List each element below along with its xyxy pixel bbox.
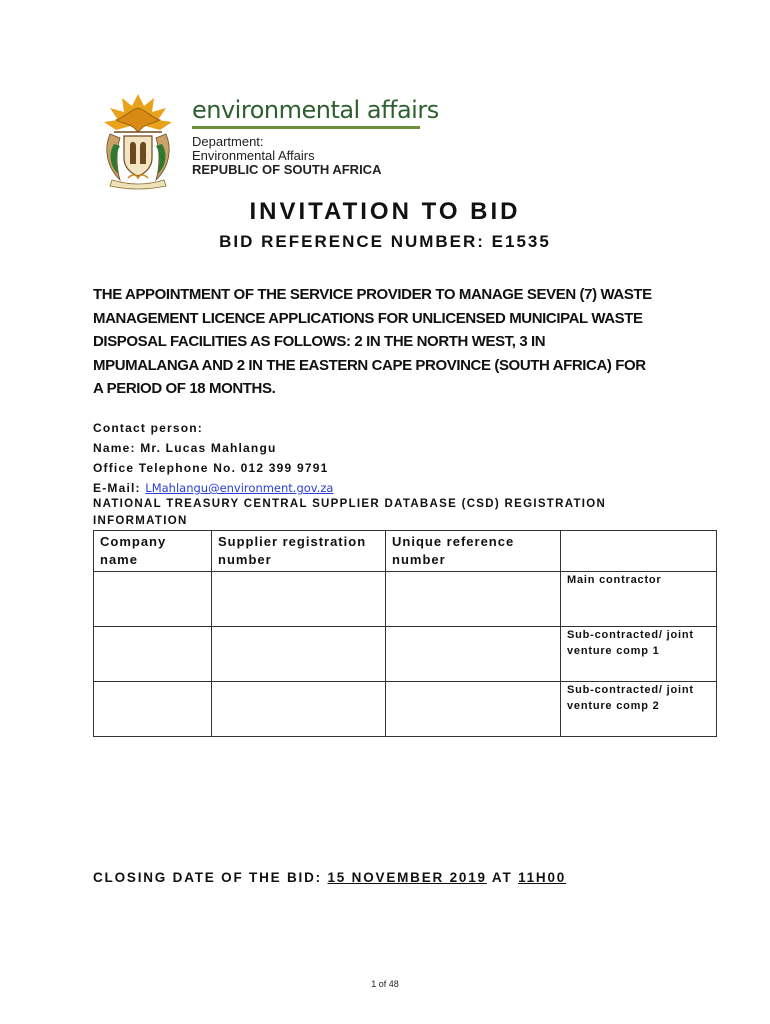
contact-name: Name: Mr. Lucas Mahlangu xyxy=(93,441,277,455)
table-row xyxy=(94,572,717,627)
closing-date-value: 15 NOVEMBER 2019 xyxy=(327,870,487,885)
table-cell[interactable] xyxy=(94,572,212,627)
description-line: THE APPOINTMENT OF THE SERVICE PROVIDER TO MANAGE SEVEN (7) WASTE xyxy=(93,286,652,303)
department-label: Department: xyxy=(192,134,264,149)
row-label: Sub-contracted/ joint venture comp 1 xyxy=(561,627,717,682)
column-header-role xyxy=(561,531,717,572)
table-cell[interactable] xyxy=(386,572,561,627)
table-row xyxy=(94,627,717,682)
table-cell[interactable] xyxy=(94,627,212,682)
table-cell[interactable] xyxy=(94,682,212,737)
table-row xyxy=(94,682,717,737)
bid-reference-number: BID REFERENCE NUMBER: E1535 xyxy=(219,232,551,251)
column-header-company-name: Company name xyxy=(94,531,212,572)
brand-block xyxy=(192,96,439,177)
brand-name: environmental affairs xyxy=(192,96,439,124)
row-label: Main contractor xyxy=(561,572,717,627)
table-cell[interactable] xyxy=(386,682,561,737)
column-header-unique-reference: Unique reference number xyxy=(386,531,561,572)
closing-date xyxy=(93,870,566,885)
contact-phone: Office Telephone No. 012 399 9791 xyxy=(93,461,329,475)
table-cell[interactable] xyxy=(212,572,386,627)
description-line: DISPOSAL FACILITIES AS FOLLOWS: 2 IN THE NORTH WEST, 3 IN xyxy=(93,333,546,350)
csd-registration-table xyxy=(93,530,717,737)
contact-email-row xyxy=(93,478,333,498)
department-logo xyxy=(94,88,439,190)
column-header-supplier-registration: Supplier registration number xyxy=(212,531,386,572)
coat-of-arms-icon xyxy=(94,88,182,190)
brand-divider xyxy=(192,126,420,129)
description-line: MANAGEMENT LICENCE APPLICATIONS FOR UNLICENSED MUNICIPAL WASTE xyxy=(93,309,643,327)
closing-time-value: 11H00 xyxy=(518,870,567,885)
table-header-row xyxy=(94,531,717,572)
row-label: Sub-contracted/ joint venture comp 2 xyxy=(561,682,717,737)
page-number: 1 of 48 xyxy=(371,979,399,989)
table-cell[interactable] xyxy=(386,627,561,682)
description-line: A PERIOD OF 18 MONTHS. xyxy=(93,380,276,397)
description-line: MPUMALANGA AND 2 IN THE EASTERN CAPE PROVINCE (SOUTH AFRICA) FOR xyxy=(93,356,646,374)
country-name: REPUBLIC OF SOUTH AFRICA xyxy=(192,162,382,177)
email-link[interactable]: LMahlangu@environment.gov.za xyxy=(145,481,334,495)
contact-block xyxy=(93,418,333,498)
closing-at: AT xyxy=(486,870,519,885)
contact-heading: Contact person: xyxy=(93,421,204,435)
email-label: E-Mail: xyxy=(93,481,141,495)
csd-heading: NATIONAL TREASURY CENTRAL SUPPLIER DATABASE (CSD) REGISTRATION INFORMATION xyxy=(93,498,607,527)
table-cell[interactable] xyxy=(212,627,386,682)
closing-prefix: CLOSING DATE OF THE BID: xyxy=(93,870,328,885)
bid-description xyxy=(93,283,693,401)
document-title: INVITATION TO BID xyxy=(249,198,521,225)
department-name: Environmental Affairs xyxy=(192,148,315,163)
table-cell[interactable] xyxy=(212,682,386,737)
